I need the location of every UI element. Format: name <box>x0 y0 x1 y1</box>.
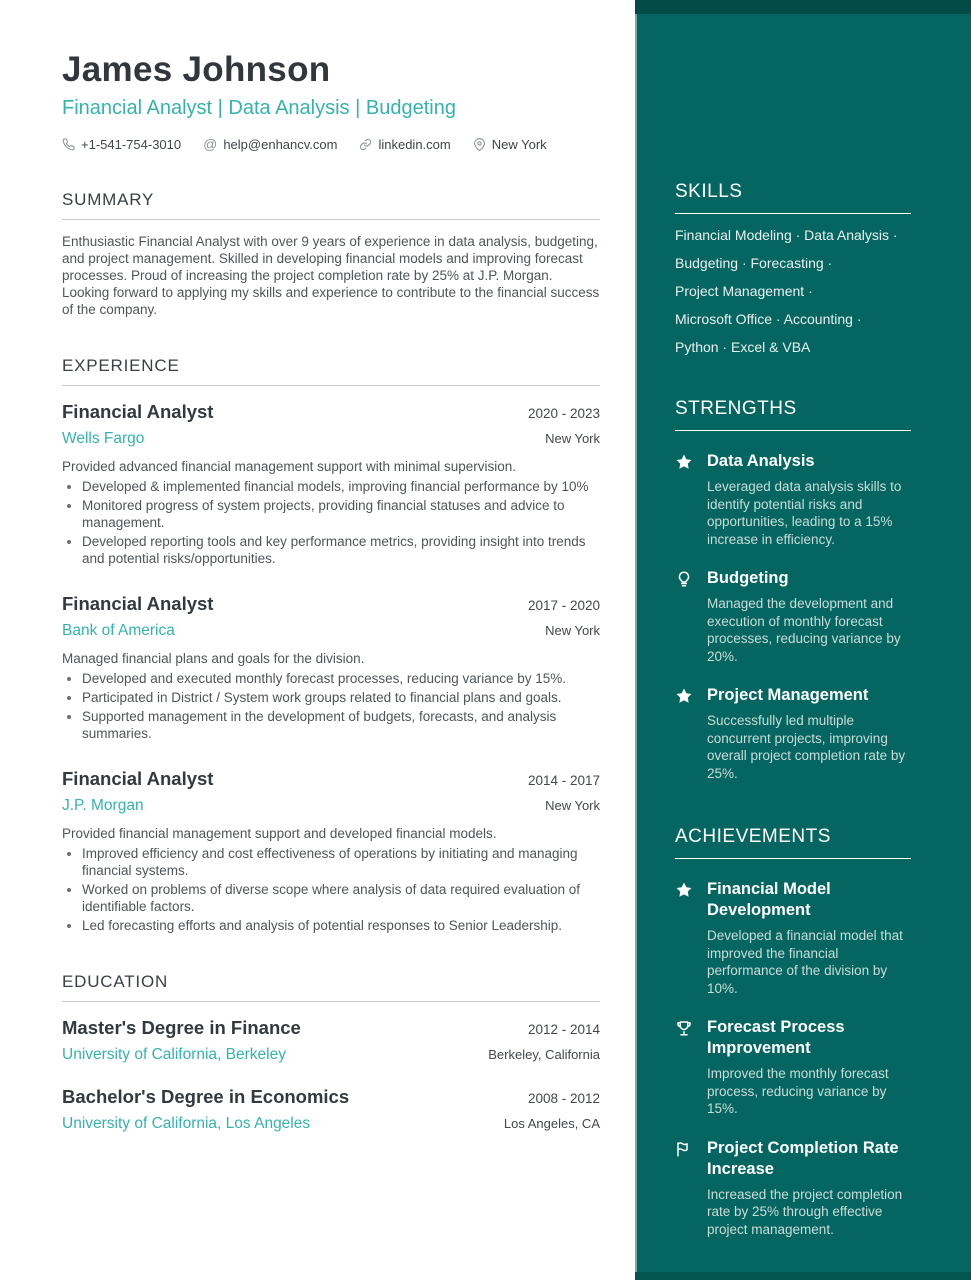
summary-heading: SUMMARY <box>62 190 600 220</box>
skill-line: Project Management · <box>675 283 813 299</box>
achievement-title: Financial Model Development <box>707 880 831 919</box>
skill-line: Financial Modeling · Data Analysis · <box>675 227 898 243</box>
job-title: Financial Analyst <box>62 593 214 614</box>
job-title: Financial Analyst <box>62 401 214 422</box>
education-item <box>62 1017 600 1064</box>
job-location: New York <box>545 798 600 813</box>
strength-item <box>675 685 911 782</box>
job-company: J.P. Morgan <box>62 797 144 814</box>
skill-line: Budgeting · Forecasting · <box>675 255 833 271</box>
job-bullet: • Worked on problems of diverse scope where analysis of data required evaluation of identifiable factors. <box>82 881 600 915</box>
contact-location <box>473 137 547 152</box>
job-location: New York <box>545 431 600 446</box>
achievement-item <box>675 1138 911 1239</box>
job-location: New York <box>545 623 600 638</box>
achievement-title: Project Completion Rate Increase <box>707 1138 899 1178</box>
job-dates: 2017 - 2020 <box>527 598 600 613</box>
job-description: Provided advanced financial management support with minimal supervision. <box>62 459 516 474</box>
job-bullet: • Developed reporting tools and key performance metrics, providing insight into trends and potential risks/opportunities. <box>82 533 600 567</box>
summary-section <box>62 190 600 318</box>
summary-text: Enthusiastic Financial Analyst with over 9 years of experience in data analysis, budgeting, and project management. Skilled in developing financial models and improving forecast processes. Proud of increasing the project completion rate by 25% at J.P. Morgan. Looking forward to applying my skills and experience to contribute to the financial success of the company. <box>62 234 600 317</box>
school-location: Los Angeles, CA <box>503 1116 600 1131</box>
resume-main-column <box>62 0 600 1133</box>
strength-text: Managed the development and execution of monthly forecast processes, reducing variance by 20%. <box>707 596 901 664</box>
achievements-heading: ACHIEVEMENTS <box>675 826 911 859</box>
job-company: Bank of America <box>62 622 175 639</box>
job-bullet-list <box>62 670 600 742</box>
degree-dates: 2012 - 2014 <box>527 1022 600 1037</box>
experience-item <box>62 401 600 567</box>
job-dates: 2014 - 2017 <box>527 773 600 788</box>
contact-row <box>62 137 600 152</box>
experience-heading: EXPERIENCE <box>62 356 600 386</box>
person-headline: Financial Analyst | Data Analysis | Budgeting <box>62 97 456 119</box>
contact-linkedin[interactable] <box>359 137 450 152</box>
job-bullet-list <box>62 845 600 934</box>
education-item <box>62 1086 600 1133</box>
location-text: New York <box>491 137 547 152</box>
strengths-section <box>675 398 911 782</box>
education-heading: EDUCATION <box>62 972 600 1002</box>
job-bullet: • Participated in District / System work groups related to financial plans and goals. <box>82 689 600 706</box>
job-bullet-list <box>62 478 600 567</box>
strength-title: Project Management <box>707 686 869 704</box>
phone-icon <box>62 138 75 151</box>
resume-sidebar <box>635 0 971 1280</box>
phone-number: +1-541-754-3010 <box>81 137 182 152</box>
trophy-icon <box>675 1017 695 1118</box>
job-description: Provided financial management support and developed financial models. <box>62 826 497 841</box>
achievement-text: Increased the project completion rate by 25% through effective project management. <box>707 1186 903 1237</box>
job-bullet: • Led forecasting efforts and analysis of potential responses to Senior Leadership. <box>82 917 600 934</box>
job-company: Wells Fargo <box>62 430 145 447</box>
skills-section <box>675 181 911 354</box>
email-address: help@enhancv.com <box>223 137 338 152</box>
achievement-title: Forecast Process Improvement <box>707 1018 845 1057</box>
job-bullet: • Improved efficiency and cost effectiveness of operations by initiating and managing financial systems. <box>82 845 600 879</box>
experience-item <box>62 768 600 934</box>
flag-icon <box>675 1138 695 1239</box>
person-name: James Johnson <box>62 50 331 89</box>
contact-phone <box>62 137 181 152</box>
achievement-text: Developed a financial model that improved the financial performance of the division by 10%. <box>707 928 903 996</box>
degree-title: Bachelor's Degree in Economics <box>62 1086 350 1107</box>
sidebar-left-edge <box>635 0 637 1280</box>
school-name: University of California, Los Angeles <box>62 1115 311 1132</box>
job-bullet: • Monitored progress of system projects, providing financial statuses and advice to management. <box>82 497 600 531</box>
degree-title: Master's Degree in Finance <box>62 1017 301 1038</box>
strength-text: Successfully led multiple concurrent projects, improving overall project completion rate by 25%. <box>707 713 906 781</box>
achievement-text: Improved the monthly forecast process, reducing variance by 15%. <box>707 1066 889 1116</box>
skills-heading: SKILLS <box>675 181 911 214</box>
achievement-item <box>675 1017 911 1118</box>
strength-item <box>675 568 911 665</box>
skill-line: Python · Excel & VBA <box>675 339 811 355</box>
job-description: Managed financial plans and goals for the division. <box>62 651 365 666</box>
location-icon <box>473 138 486 151</box>
linkedin-url: linkedin.com <box>378 137 451 152</box>
star-icon <box>675 451 695 548</box>
strength-text: Leveraged data analysis skills to identify potential risks and opportunities, leading to a 15% increase in efficiency. <box>707 479 902 547</box>
achievement-item <box>675 879 911 997</box>
school-name: University of California, Berkeley <box>62 1046 286 1063</box>
email-icon: @ <box>203 136 218 152</box>
sidebar-bottom-band <box>635 1272 971 1280</box>
job-bullet: • Developed & implemented financial models, improving financial performance by 10% <box>82 478 600 495</box>
job-bullet: • Supported management in the development of budgets, forecasts, and analysis summaries. <box>82 708 600 742</box>
lightbulb-icon <box>675 568 695 665</box>
star-icon <box>675 879 695 997</box>
strength-item <box>675 451 911 548</box>
contact-email[interactable] <box>203 137 337 152</box>
link-icon <box>359 138 372 151</box>
skill-line: Microsoft Office · Accounting · <box>675 311 862 327</box>
school-location: Berkeley, California <box>488 1047 600 1062</box>
job-title: Financial Analyst <box>62 768 214 789</box>
experience-item <box>62 593 600 742</box>
achievements-section <box>675 826 911 1238</box>
experience-section <box>62 356 600 934</box>
degree-dates: 2008 - 2012 <box>527 1091 600 1106</box>
strengths-heading: STRENGTHS <box>675 398 911 431</box>
strength-title: Data Analysis <box>707 452 815 470</box>
strength-title: Budgeting <box>707 569 789 587</box>
job-bullet: • Developed and executed monthly forecast processes, reducing variance by 15%. <box>82 670 600 687</box>
education-section <box>62 972 600 1133</box>
star-icon <box>675 685 695 782</box>
sidebar-top-band <box>635 0 971 14</box>
job-dates: 2020 - 2023 <box>527 406 600 421</box>
